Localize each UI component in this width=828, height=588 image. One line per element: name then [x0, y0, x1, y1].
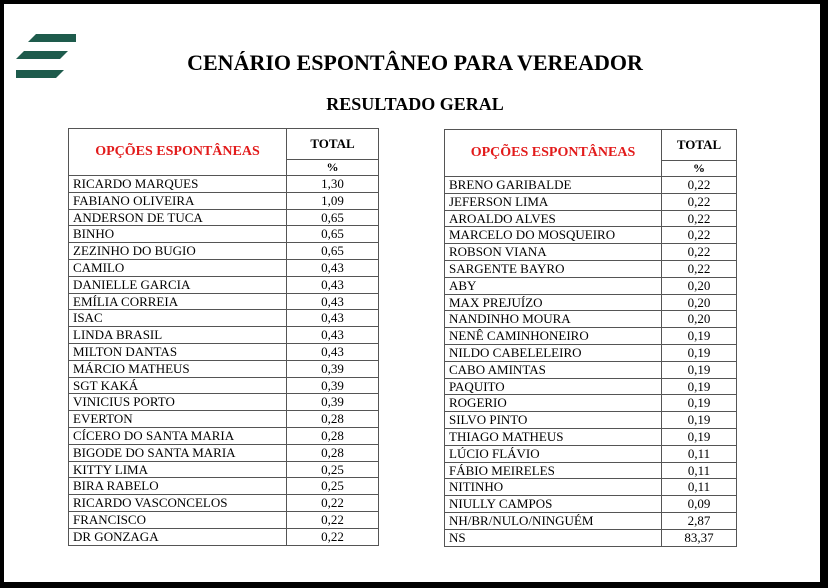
candidate-name: RICARDO VASCONCELOS	[69, 495, 287, 512]
candidate-percent: 0,11	[662, 479, 737, 496]
column-header-total: TOTAL	[287, 129, 379, 160]
candidate-percent: 0,22	[287, 495, 379, 512]
candidate-percent: 83,37	[662, 529, 737, 546]
candidate-percent: 1,09	[287, 192, 379, 209]
column-header-total: TOTAL	[662, 130, 737, 161]
table-row	[445, 344, 737, 361]
candidate-name: NS	[445, 529, 662, 546]
table-row	[69, 427, 379, 444]
table-row	[445, 311, 737, 328]
candidate-name: PAQUITO	[445, 378, 662, 395]
candidate-name: NH/BR/NULO/NINGUÉM	[445, 512, 662, 529]
table-row	[69, 528, 379, 545]
table-row	[445, 227, 737, 244]
table-row	[69, 293, 379, 310]
column-header-options: OPÇÕES ESPONTÂNEAS	[445, 130, 662, 177]
candidate-percent: 0,43	[287, 310, 379, 327]
page-title: CENÁRIO ESPONTÂNEO PARA VEREADOR	[187, 50, 643, 75]
table-row	[69, 394, 379, 411]
candidate-name: NITINHO	[445, 479, 662, 496]
candidate-percent: 0,25	[287, 461, 379, 478]
table-row	[445, 529, 737, 546]
candidate-percent: 0,19	[662, 412, 737, 429]
table-row	[69, 461, 379, 478]
candidate-name: DANIELLE GARCIA	[69, 276, 287, 293]
candidate-percent: 0,28	[287, 444, 379, 461]
table-row	[445, 361, 737, 378]
candidate-percent: 0,22	[662, 210, 737, 227]
table-row	[69, 243, 379, 260]
candidate-percent: 0,65	[287, 209, 379, 226]
candidate-percent: 0,28	[287, 411, 379, 428]
candidate-percent: 0,22	[662, 227, 737, 244]
table-row	[69, 276, 379, 293]
column-header-unit: %	[662, 161, 737, 177]
table-row	[69, 444, 379, 461]
candidate-percent: 2,87	[662, 512, 737, 529]
candidate-percent: 0,19	[662, 428, 737, 445]
table-row	[445, 260, 737, 277]
table-row	[445, 193, 737, 210]
table-row	[69, 478, 379, 495]
candidate-percent: 0,19	[662, 361, 737, 378]
candidate-percent: 0,19	[662, 344, 737, 361]
candidate-percent: 0,19	[662, 328, 737, 345]
candidate-percent: 0,20	[662, 294, 737, 311]
candidate-name: FABIANO OLIVEIRA	[69, 192, 287, 209]
candidate-percent: 0,43	[287, 293, 379, 310]
candidate-name: ROGERIO	[445, 395, 662, 412]
candidate-name: EMÍLIA CORREIA	[69, 293, 287, 310]
candidate-name: ROBSON VIANA	[445, 244, 662, 261]
candidate-percent: 0,43	[287, 276, 379, 293]
candidate-name: MÁRCIO MATHEUS	[69, 360, 287, 377]
candidate-percent: 1,30	[287, 176, 379, 193]
candidate-percent: 0,39	[287, 360, 379, 377]
candidate-percent: 0,25	[287, 478, 379, 495]
candidate-percent: 0,22	[662, 260, 737, 277]
candidate-percent: 0,43	[287, 259, 379, 276]
table-row	[69, 411, 379, 428]
candidate-name: EVERTON	[69, 411, 287, 428]
candidate-percent: 0,22	[287, 511, 379, 528]
candidate-name: NILDO CABELELEIRO	[445, 344, 662, 361]
candidate-name: LINDA BRASIL	[69, 327, 287, 344]
table-row	[69, 226, 379, 243]
candidate-percent: 0,22	[662, 193, 737, 210]
table-row	[445, 462, 737, 479]
column-header-options: OPÇÕES ESPONTÂNEAS	[69, 129, 287, 176]
candidate-name: VINICIUS PORTO	[69, 394, 287, 411]
candidate-name: THIAGO MATHEUS	[445, 428, 662, 445]
candidate-percent: 0,22	[287, 528, 379, 545]
candidate-name: FÁBIO MEIRELES	[445, 462, 662, 479]
candidate-percent: 0,11	[662, 462, 737, 479]
candidate-name: SILVO PINTO	[445, 412, 662, 429]
column-header-unit: %	[287, 160, 379, 176]
candidate-percent: 0,22	[662, 244, 737, 261]
table-row	[445, 328, 737, 345]
table-row	[445, 412, 737, 429]
candidate-percent: 0,39	[287, 394, 379, 411]
table-row	[69, 209, 379, 226]
table-row	[445, 428, 737, 445]
candidate-percent: 0,39	[287, 377, 379, 394]
table-row	[69, 192, 379, 209]
table-row	[445, 294, 737, 311]
table-row	[69, 377, 379, 394]
candidate-percent: 0,65	[287, 243, 379, 260]
candidate-name: FRANCISCO	[69, 511, 287, 528]
candidate-name: NANDINHO MOURA	[445, 311, 662, 328]
candidate-name: JEFERSON LIMA	[445, 193, 662, 210]
table-row	[69, 360, 379, 377]
candidate-name: NENÊ CAMINHONEIRO	[445, 328, 662, 345]
candidate-name: BIRA RABELO	[69, 478, 287, 495]
table-row	[69, 511, 379, 528]
candidate-name: ZEZINHO DO BUGIO	[69, 243, 287, 260]
candidate-name: NIULLY CAMPOS	[445, 496, 662, 513]
candidate-name: AROALDO ALVES	[445, 210, 662, 227]
candidate-name: RICARDO MARQUES	[69, 176, 287, 193]
candidate-name: DR GONZAGA	[69, 528, 287, 545]
table-row	[445, 378, 737, 395]
document-page	[4, 4, 820, 582]
candidate-name: CAMILO	[69, 259, 287, 276]
table-row	[445, 277, 737, 294]
results-table-right	[444, 129, 737, 547]
candidate-name: SGT KAKÁ	[69, 377, 287, 394]
table-row	[69, 259, 379, 276]
candidate-percent: 0,43	[287, 327, 379, 344]
candidate-percent: 0,28	[287, 427, 379, 444]
results-table-left	[68, 128, 379, 546]
candidate-percent: 0,20	[662, 311, 737, 328]
table-row	[69, 176, 379, 193]
candidate-percent: 0,22	[662, 177, 737, 194]
candidate-name: BIGODE DO SANTA MARIA	[69, 444, 287, 461]
candidate-name: ISAC	[69, 310, 287, 327]
table-row	[69, 310, 379, 327]
page-subtitle: RESULTADO GERAL	[326, 94, 504, 114]
candidate-name: MAX PREJUÍZO	[445, 294, 662, 311]
candidate-percent: 0,65	[287, 226, 379, 243]
table-row	[445, 445, 737, 462]
table-row	[445, 177, 737, 194]
candidate-percent: 0,19	[662, 378, 737, 395]
table-row	[445, 210, 737, 227]
candidate-name: CABO AMINTAS	[445, 361, 662, 378]
candidate-name: SARGENTE BAYRO	[445, 260, 662, 277]
candidate-percent: 0,11	[662, 445, 737, 462]
candidate-name: BINHO	[69, 226, 287, 243]
candidate-percent: 0,20	[662, 277, 737, 294]
table-row	[69, 343, 379, 360]
candidate-name: LÚCIO FLÁVIO	[445, 445, 662, 462]
candidate-name: BRENO GARIBALDE	[445, 177, 662, 194]
candidate-percent: 0,19	[662, 395, 737, 412]
table-row	[69, 495, 379, 512]
table-row	[445, 496, 737, 513]
candidate-percent: 0,09	[662, 496, 737, 513]
candidate-name: ANDERSON DE TUCA	[69, 209, 287, 226]
candidate-name: MARCELO DO MOSQUEIRO	[445, 227, 662, 244]
table-row	[69, 327, 379, 344]
candidate-percent: 0,43	[287, 343, 379, 360]
table-row	[445, 244, 737, 261]
candidate-name: MILTON DANTAS	[69, 343, 287, 360]
table-row	[445, 479, 737, 496]
candidate-name: CÍCERO DO SANTA MARIA	[69, 427, 287, 444]
table-row	[445, 395, 737, 412]
candidate-name: KITTY LIMA	[69, 461, 287, 478]
candidate-name: ABY	[445, 277, 662, 294]
table-row	[445, 512, 737, 529]
